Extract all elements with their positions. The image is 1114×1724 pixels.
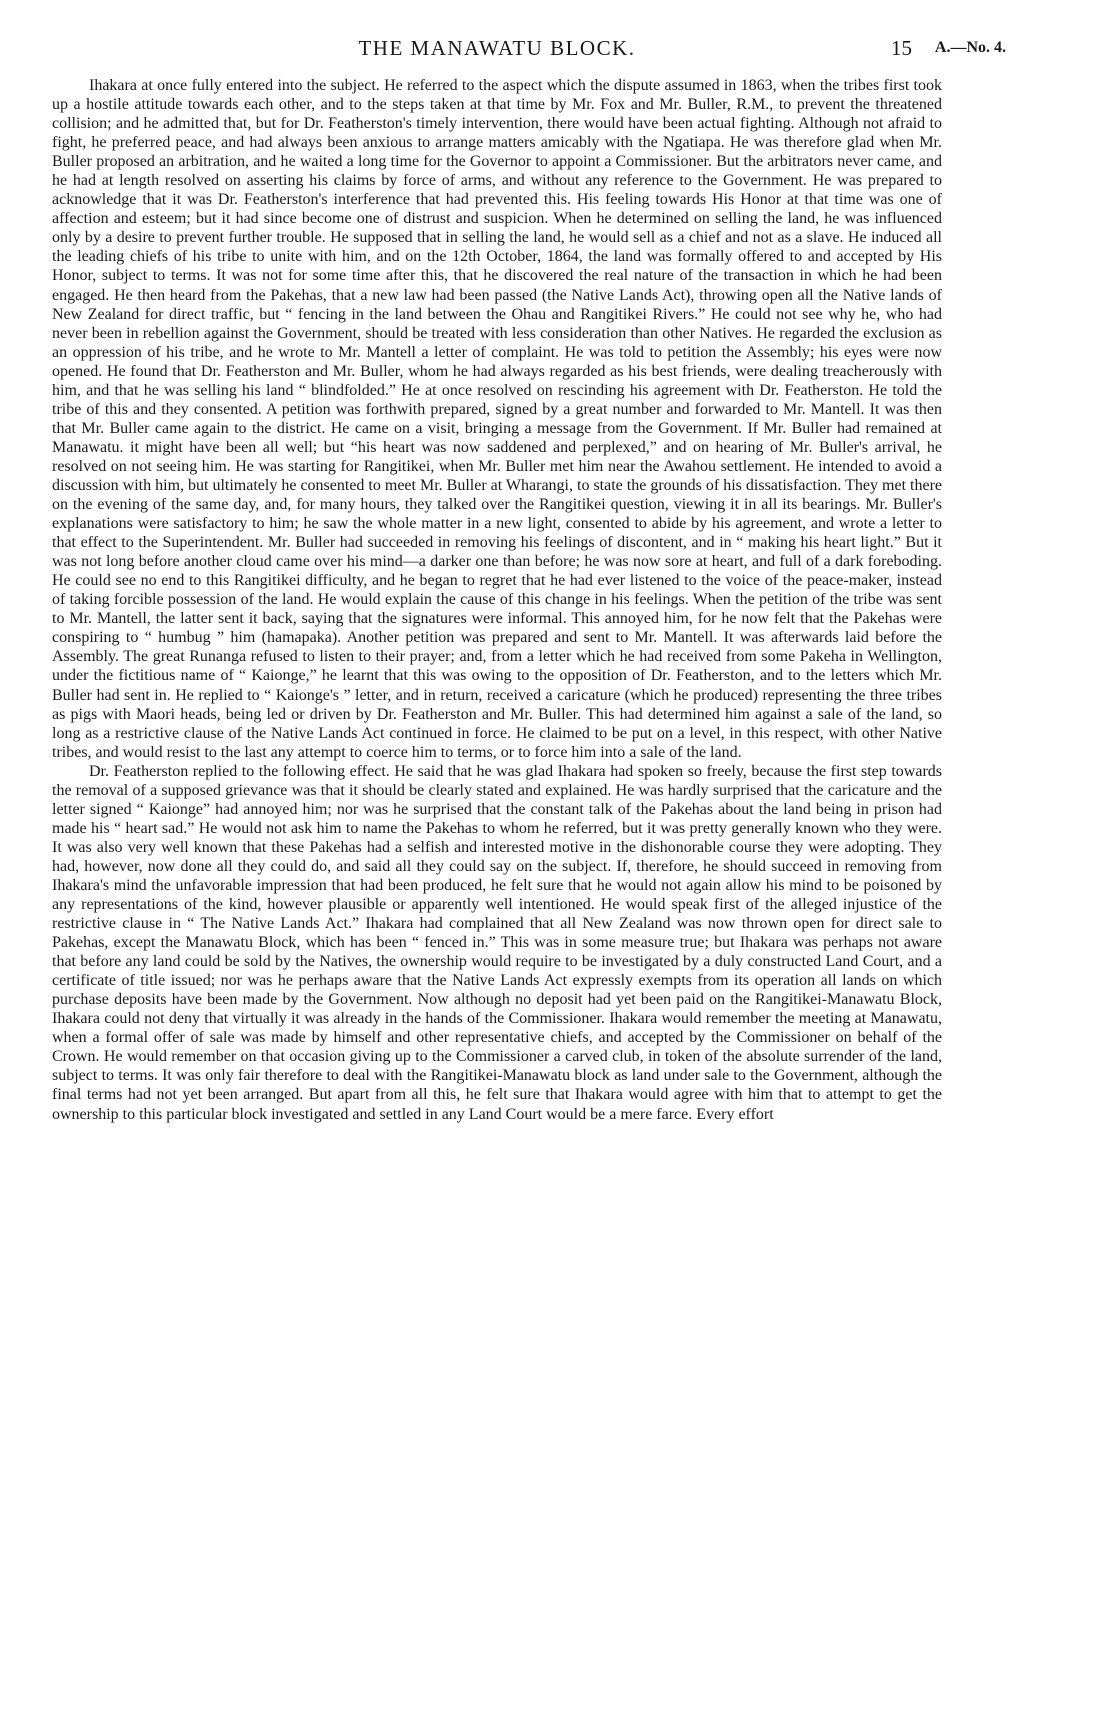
running-title: THE MANAWATU BLOCK.: [358, 36, 636, 60]
document-page: [52, 28, 1006, 1124]
paragraph-featherston-reply: Dr. Featherston replied to the following effect. He said that he was glad Ihakara had spoken so freely, because the first step towards the removal of a supposed grievance was that it should be clearly stated and explained. He was hardly surprised that the caricature and the letter signed “ Kaionge” had annoyed him; nor was he surprised that the constant talk of the Pakehas about the land being in prison had made his “ heart sad.” He would not ask him to name the Pakehas to whom he referred, but it was pretty generally known who they were. It was also very well known that these Pakehas had a selfish and interested motive in the dishonorable course they were adopting. They had, however, now done all they could do, and said all they could say on the subject. If, therefore, he should succeed in removing from Ihakara's mind the unfavorable impression that had been produced, he felt sure that he would not again allow his mind to be poisoned by any representations of the kind, however plausible or apparently well intentioned. He would speak first of the alleged injustice of the restrictive clause in “ The Native Lands Act.” Ihakara had complained that all New Zealand was now thrown open for direct sale to Pakehas, except the Manawatu Block, which has been “ fenced in.” This was in some measure true; but Ihakara was perhaps not aware that before any land could be sold by the Natives, the ownership would require to be investigated by a duly constructed Land Court, and a certificate of title issued; nor was he perhaps aware that the Native Lands Act expressly exempts from its operation all lands on which purchase deposits have been made by the Government. Now although no deposit had yet been paid on the Rangitikei-Manawatu Block, Ihakara could not deny that virtually it was already in the hands of the Commissioner. Ihakara would remember the meeting at Manawatu, when a formal offer of sale was made by himself and other representative chiefs, and accepted by the Commissioner on behalf of the Crown. He would remember on that occasion giving up to the Commissioner a carved club, in token of the absolute surrender of the land, subject to terms. It was only fair therefore to deal with the Rangitikei-Manawatu block as land under sale to the Government, although the final terms had not yet been arranged. But apart from all this, he felt sure that Ihakara would agree with him that to attempt to get the ownership to this particular block investigated and settled in any Land Court would be a mere farce. Every effort: [52, 762, 942, 1123]
body-text: [52, 76, 942, 1124]
page-number: 15: [891, 36, 912, 60]
page-header: [52, 28, 1006, 68]
document-reference: A.—No. 4.: [934, 39, 1006, 56]
paragraph-ihakara-statement: Ihakara at once fully entered into the subject. He referred to the aspect which the dispute assumed in 1863, when the tribes first took up a hostile attitude towards each other, and to the steps taken at that time by Mr. Fox and Mr. Buller, R.M., to prevent the threatened collision; and he admitted that, but for Dr. Featherston's timely intervention, there would have been actual fighting. Although not afraid to fight, he preferred peace, and had always been anxious to arrange matters amicably with the Ngatiapa. He was therefore glad when Mr. Buller proposed an arbitration, and he waited a long time for the Governor to appoint a Commissioner. But the arbitrators never came, and he had at length resolved on asserting his claims by force of arms, and without any reference to the Government. He was prepared to acknowledge that it was Dr. Featherston's interference that had prevented this. His feeling towards His Honor at that time was one of affection and esteem; but it had since become one of distrust and suspicion. When he determined on selling the land, he was influenced only by a desire to prevent further trouble. He supposed that in selling the land, he would sell as a chief and not as a slave. He induced all the leading chiefs of his tribe to unite with him, and on the 12th October, 1864, the land was formally offered to and accepted by His Honor, subject to terms. It was not for some time after this, that he discovered the real nature of the transaction in which he had been engaged. He then heard from the Pakehas, that a new law had been passed (the Native Lands Act), throwing open all the Native lands of New Zealand for direct traffic, but “ fencing in the land between the Ohau and Rangitikei Rivers.” He could not see why he, who had never been in rebellion against the Government, should be treated with less consideration than other Natives. He regarded the exclusion as an oppression of his tribe, and he wrote to Mr. Mantell a letter of complaint. He was told to petition the Assembly; his eyes were now opened. He found that Dr. Featherston and Mr. Buller, whom he had always regarded as his best friends, were dealing treacherously with him, and that he was selling his land “ blindfolded.” He at once resolved on rescinding his agreement with Dr. Featherston. He told the tribe of this and they consented. A petition was forthwith prepared, signed by a great number and forwarded to Mr. Mantell. It was then that Mr. Buller came again to the district. He came on a visit, bringing a message from the Government. If Mr. Buller had remained at Manawatu. it might have been all well; but “his heart was now saddened and perplexed,” and on hearing of Mr. Buller's arrival, he resolved on not seeing him. He was starting for Rangitikei, when Mr. Buller met him near the Awahou settlement. He intended to avoid a discussion with him, but ultimately he consented to meet Mr. Buller at Wharangi, to state the grounds of his dissatisfaction. They met there on the evening of the same day, and, for many hours, they talked over the Rangitikei question, viewing it in all its bearings. Mr. Buller's explanations were satisfactory to him; he saw the whole matter in a new light, consented to abide by his agreement, and wrote a letter to that effect to the Superintendent. Mr. Buller had succeeded in removing his feelings of discontent, and in “ making his heart light.” But it was not long before another cloud came over his mind—a darker one than before; he was now sore at heart, and full of a dark foreboding. He could see no end to this Rangitikei difficulty, and he began to regret that he had ever listened to the voice of the peace-maker, instead of taking forcible possession of the land. He would explain the cause of this change in his feelings. When the petition of the tribe was sent to Mr. Mantell, the latter sent it back, saying that the signatures were informal. This annoyed him, for he now felt that the Pakehas were conspiring to “ humbug ” him (hamapaka). Another petition was prepared and sent to Mr. Mantell. It was afterwards laid before the Assembly. The great Runanga refused to listen to their prayer; and, from a letter which he had received from some Pakeha in Wellington, under the fictitious name of “ Kaionge,” he learnt that this was owing to the opposition of Dr. Featherston, and to the letters which Mr. Buller had sent in. He replied to “ Kaionge's ” letter, and in return, received a caricature (which he produced) representing the three tribes as pigs with Maori heads, being led or driven by Dr. Featherston and Mr. Buller. This had determined him against a sale of the land, so long as a restrictive clause of the Native Lands Act continued in force. He claimed to be put on a level, in this respect, with other Native tribes, and would resist to the last any attempt to coerce him to terms, or to force him into a sale of the land.: [52, 77, 942, 761]
